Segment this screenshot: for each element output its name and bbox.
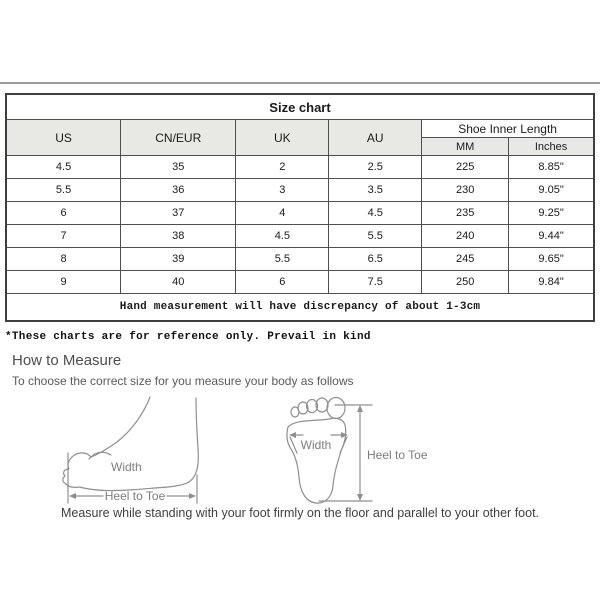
- measurement-discrepancy-note: Hand measurement will have discrepancy of about 1-3cm: [6, 294, 594, 322]
- size-cell: 3: [236, 179, 329, 202]
- measure-instruction: Measure while standing with your foot firmly on the floor and parallel to your other foot.: [60, 506, 540, 520]
- size-row: [6, 156, 594, 179]
- column-header-mm: MM: [422, 138, 509, 156]
- size-cell: 4.5: [236, 225, 329, 248]
- size-chart-table: [5, 93, 595, 322]
- size-cell: 250: [422, 271, 509, 294]
- size-cell: 4.5: [6, 156, 121, 179]
- right-arrowhead: [189, 493, 196, 499]
- foot-front-leg-line: [91, 397, 150, 457]
- size-cell: 6.5: [329, 248, 422, 271]
- width-guide-left: [290, 437, 297, 453]
- side-heel-to-toe-label: Heel to Toe: [104, 489, 166, 503]
- size-row: [6, 271, 594, 294]
- size-cell: 240: [422, 225, 509, 248]
- size-cell: 36: [121, 179, 236, 202]
- column-header-cneur: CN/EUR: [121, 120, 236, 156]
- size-cell: 8: [6, 248, 121, 271]
- side-width-label: Width: [111, 460, 142, 474]
- top-width-label: Width: [300, 438, 332, 452]
- size-cell: 9.25": [509, 202, 594, 225]
- size-cell: 7: [6, 225, 121, 248]
- size-row: [6, 202, 594, 225]
- size-cell: 7.5: [329, 271, 422, 294]
- foot-sole-outline: [287, 418, 346, 503]
- size-cell: 35: [121, 156, 236, 179]
- foot-heel-back-line: [189, 398, 198, 482]
- foot-top-view-diagram: [283, 393, 433, 513]
- size-cell: 9.44": [509, 225, 594, 248]
- size-cell: 9.84": [509, 271, 594, 294]
- reference-only-note: *These charts are for reference only. Prevail in kind: [5, 331, 371, 343]
- size-cell: 225: [422, 156, 509, 179]
- foot-side-view-diagram: [55, 393, 215, 511]
- size-cell: 6: [6, 202, 121, 225]
- foot-toes-outline: [63, 453, 91, 488]
- vertical-arrowhead-top: [357, 405, 363, 412]
- size-cell: 4.5: [329, 202, 422, 225]
- size-cell: 3.5: [329, 179, 422, 202]
- size-cell: 9.05": [509, 179, 594, 202]
- size-chart-title-row: [6, 94, 594, 120]
- width-guide-right: [340, 437, 347, 453]
- column-header-inner-length: Shoe Inner Length: [422, 120, 594, 138]
- size-chart-header-row: [6, 120, 594, 138]
- size-cell: 2.5: [329, 156, 422, 179]
- size-cell: 40: [121, 271, 236, 294]
- size-cell: 6: [236, 271, 329, 294]
- size-cell: 5.5: [236, 248, 329, 271]
- size-cell: 9: [6, 271, 121, 294]
- size-cell: 37: [121, 202, 236, 225]
- size-chart-title: Size chart: [6, 94, 594, 120]
- column-header-inches: Inches: [509, 138, 594, 156]
- size-cell: 245: [422, 248, 509, 271]
- section-divider: [0, 82, 600, 84]
- size-row: [6, 248, 594, 271]
- size-row: [6, 225, 594, 248]
- size-chart-footer-row: [6, 294, 594, 322]
- size-cell: 38: [121, 225, 236, 248]
- size-cell: 4: [236, 202, 329, 225]
- size-cell: 39: [121, 248, 236, 271]
- top-heel-to-toe-label: Heel to Toe: [367, 448, 428, 462]
- column-header-au: AU: [329, 120, 422, 156]
- vertical-arrowhead-bottom: [357, 494, 363, 501]
- size-cell: 2: [236, 156, 329, 179]
- size-cell: 8.85": [509, 156, 594, 179]
- size-row: [6, 179, 594, 202]
- big-toe: [327, 398, 345, 419]
- column-header-us: US: [6, 120, 121, 156]
- size-cell: 5.5: [329, 225, 422, 248]
- size-cell: 9.65": [509, 248, 594, 271]
- size-cell: 235: [422, 202, 509, 225]
- size-cell: 5.5: [6, 179, 121, 202]
- left-arrowhead: [69, 493, 76, 499]
- size-cell: 230: [422, 179, 509, 202]
- column-header-uk: UK: [236, 120, 329, 156]
- how-to-measure-subheading: To choose the correct size for you measure your body as follows: [12, 374, 354, 388]
- how-to-measure-heading: How to Measure: [12, 352, 122, 369]
